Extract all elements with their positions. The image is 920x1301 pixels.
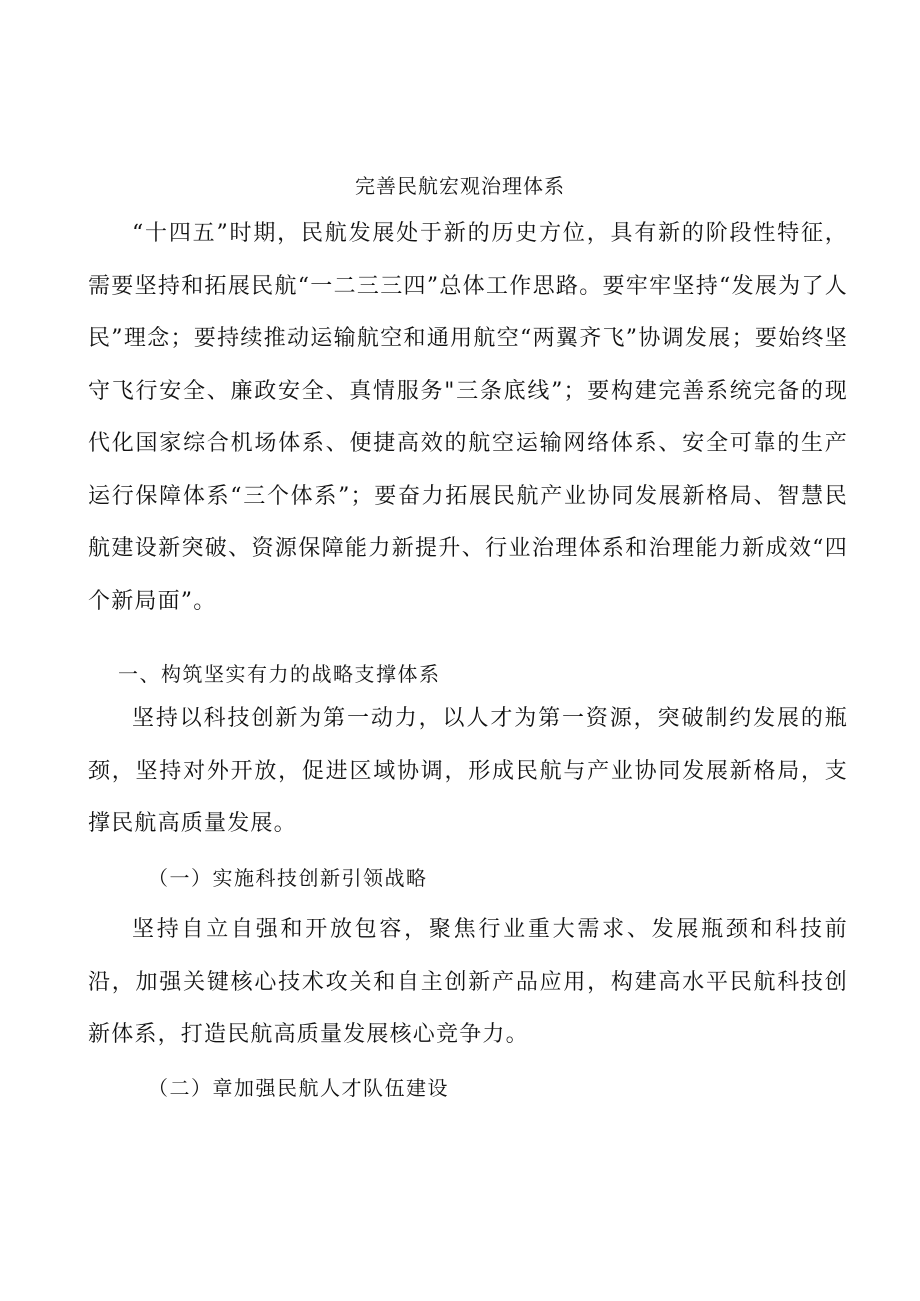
- subsection-heading-1: （一）实施科技创新引领战略: [148, 866, 428, 890]
- intro-paragraph: “十四五”时期，民航发展处于新的历史方位，具有新的阶段性特征，需要坚持和拓展民航“一二三三四”总体工作思路。要牢牢坚持“发展为了人民”理念；要持续推动运输航空和通用航空“两翼齐飞”协调发展；要始终坚守飞行安全、廉政安全、真情服务"三条底线”；要构建完善系统完备的现代化国家综合机场体系、便捷高效的航空运输网络体系、安全可靠的生产运行保障体系“三个体系”；要奋力拓展民航产业协同发展新格局、智慧民航建设新突破、资源保障能力新提升、行业治理体系和治理能力新成效“四个新局面”。: [88, 221, 848, 614]
- document-title: 完善民航宏观治理体系: [355, 174, 565, 198]
- subsection-heading-2: （二）章加强民航人才队伍建设: [148, 1076, 449, 1100]
- section-1-paragraph: 坚持以科技创新为第一动力，以人才为第一资源，突破制约发展的瓶颈，坚持对外开放，促进区域协调，形成民航与产业协同发展新格局，支撑民航高质量发展。: [88, 706, 848, 836]
- section-heading-1: 一、构筑坚实有力的战略支撑体系: [118, 662, 441, 686]
- subsection-1-paragraph: 坚持自立自强和开放包容，聚焦行业重大需求、发展瓶颈和科技前沿，加强关键核心技术攻关和自主创新产品应用，构建高水平民航科技创新体系，打造民航高质量发展核心竞争力。: [88, 917, 848, 1047]
